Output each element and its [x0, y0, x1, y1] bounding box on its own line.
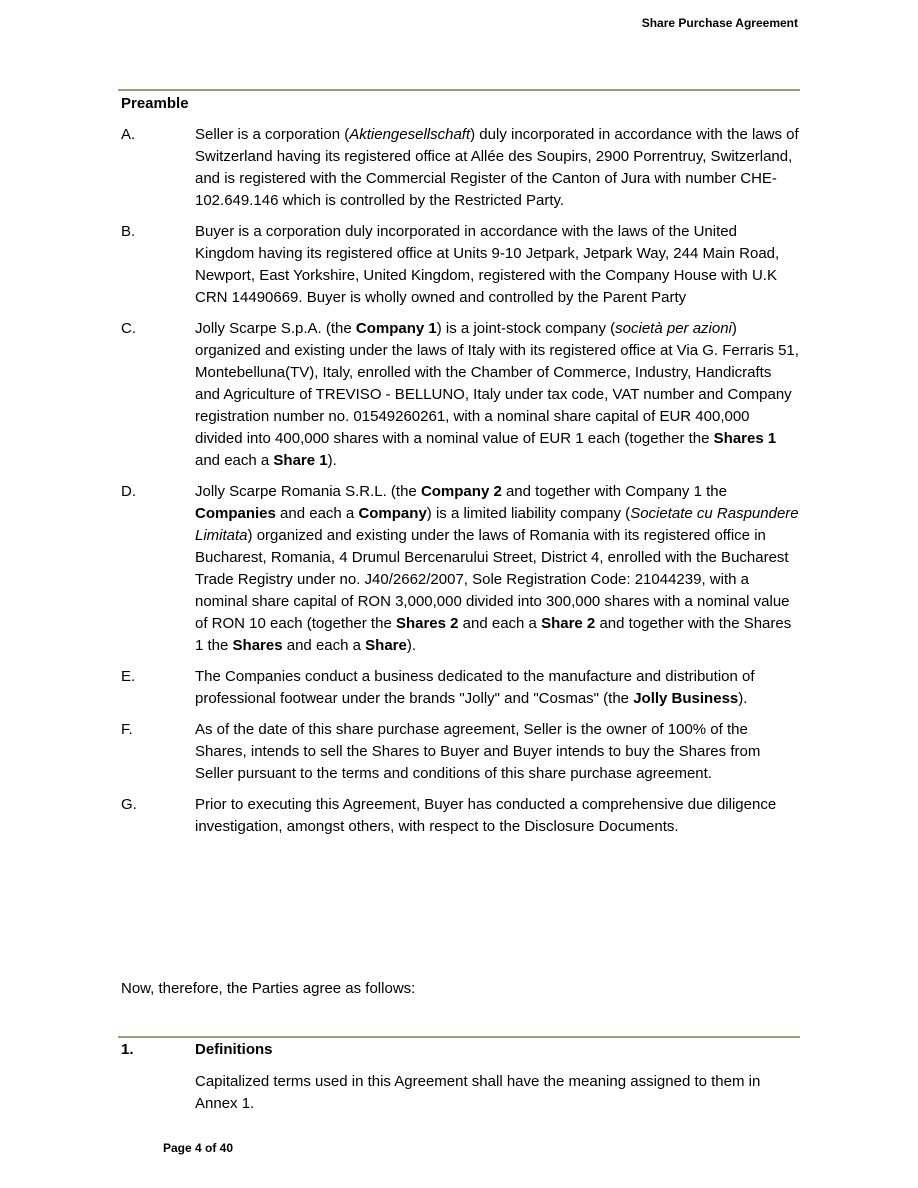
defined-term: Shares 2 [395, 615, 459, 632]
recital-item [0, 318, 918, 472]
recital-text [195, 318, 800, 472]
recital-letter: A. [121, 126, 136, 143]
text-segment: ). [738, 690, 748, 707]
text-segment: and each a [195, 452, 274, 469]
text-segment: Jolly Scarpe Romania S.R.L. (the [195, 483, 421, 500]
text-segment: ). [327, 452, 337, 469]
recital-letter: D. [121, 483, 136, 500]
preamble-heading: Preamble [121, 95, 189, 112]
text-segment: Jolly Scarpe S.p.A. (the [195, 320, 356, 337]
text-segment: and each a [275, 505, 359, 522]
recital-letter: B. [121, 223, 136, 240]
text-segment: Prior to executing this Agreement, Buyer has conducted a comprehensive due diligence investigation, amongst others, with respect to the Disclosure Documents. [195, 796, 777, 835]
text-segment: ) is a joint-stock company ( [436, 320, 616, 337]
recital-list [0, 124, 918, 847]
text-segment: and each a [458, 615, 542, 632]
recital-text [195, 124, 800, 212]
document-header-title: Share Purchase Agreement [641, 16, 798, 30]
text-segment: ) is a limited liability company ( [426, 505, 631, 522]
recital-item [0, 221, 918, 309]
italic-term: società per azioni [615, 320, 732, 337]
text-segment: and each a [282, 637, 366, 654]
recital-letter: F. [121, 721, 133, 738]
preamble-top-rule [118, 89, 800, 91]
italic-term: Societate cu Raspundere Limitata [195, 505, 799, 544]
text-segment: ) organized and existing under the laws of Romania with its registered office in Bucharest, Romania, 4 Drumul Bercenarului Street, District 4, enrolled with the Bucharest Trade Registry under no. J40/2662/2007, Sole Registration Code: 21044239, with a nominal share capital of RON 3,000,000 divided into 300,000 shares with a nominal value of RON 10 each (together the [195, 527, 790, 632]
recital-text [195, 221, 800, 309]
recital-item [0, 794, 918, 838]
defined-term: Shares [232, 637, 283, 654]
defined-term: Companies [195, 505, 276, 522]
recital-item [0, 481, 918, 657]
recital-letter: G. [121, 796, 137, 813]
defined-term: Share 1 [273, 452, 328, 469]
page-number: Page 4 of 40 [163, 1141, 234, 1155]
closing-statement: Now, therefore, the Parties agree as follows: [121, 980, 416, 997]
text-segment: ) organized and existing under the laws of Italy with its registered office at Via G. Ferraris 51, Montebelluna(TV), Italy, enrolled with the Chamber of Commerce, Industry, Handicrafts and Agriculture of TREVISO - BELLUNO, Italy under tax code, VAT number and Company registration number no. 01549260261, with a nominal share capital of EUR 400,000 divided into 400,000 shares with a nominal value of EUR 1 each (together the [195, 320, 799, 447]
italic-term: Aktiengesellschaft [349, 126, 471, 143]
recital-item [0, 666, 918, 710]
recital-text [195, 719, 800, 785]
section-number: 1. [121, 1041, 134, 1058]
text-segment: Buyer is a corporation duly incorporated in accordance with the laws of the United Kingdom having its registered office at Units 9-10 Jetpark, Jetpark Way, 244 Main Road, Newport, East Yorkshire, United Kingdom, registered with the Company House with U.K CRN 14490669. Buyer is wholly owned and controlled by the Parent Party [195, 223, 780, 306]
text-segment: and together with the Shares 1 the [195, 615, 792, 654]
section-top-rule [118, 1036, 800, 1038]
recital-item [0, 124, 918, 212]
recital-text [195, 794, 800, 838]
section-title: Definitions [195, 1041, 273, 1058]
defined-term: Company 1 [355, 320, 437, 337]
defined-term: Share [365, 637, 407, 654]
recital-text [195, 481, 800, 657]
defined-term: Company [358, 505, 427, 522]
recital-item [0, 719, 918, 785]
section-body: Capitalized terms used in this Agreement shall have the meaning assigned to them in Annex 1. [195, 1073, 761, 1112]
text-segment: ) duly incorporated in accordance with the laws of Switzerland having its registered office at Allée des Soupirs, 2900 Porrentruy, Switzerland, and is registered with the Commercial Register of the Canton of Jura with number CHE-102.649.146 which is controlled by the Restricted Party. [195, 126, 799, 209]
defined-term: Company 2 [420, 483, 502, 500]
recital-letter: C. [121, 320, 136, 337]
text-segment: and together with Company 1 the [501, 483, 727, 500]
recital-letter: E. [121, 668, 136, 685]
defined-term: Shares 1 [713, 430, 777, 447]
defined-term: Jolly Business [633, 690, 739, 707]
text-segment: Seller is a corporation ( [195, 126, 350, 143]
defined-term: Share 2 [541, 615, 596, 632]
text-segment: The Companies conduct a business dedicated to the manufacture and distribution of professional footwear under the brands "Jolly" and "Cosmas" (the [195, 668, 755, 707]
text-segment: As of the date of this share purchase agreement, Seller is the owner of 100% of the Shares, intends to sell the Shares to Buyer and Buyer intends to buy the Shares from Seller pursuant to the terms and conditions of this share purchase agreement. [195, 721, 761, 782]
text-segment: ). [406, 637, 417, 654]
recital-text [195, 666, 800, 710]
